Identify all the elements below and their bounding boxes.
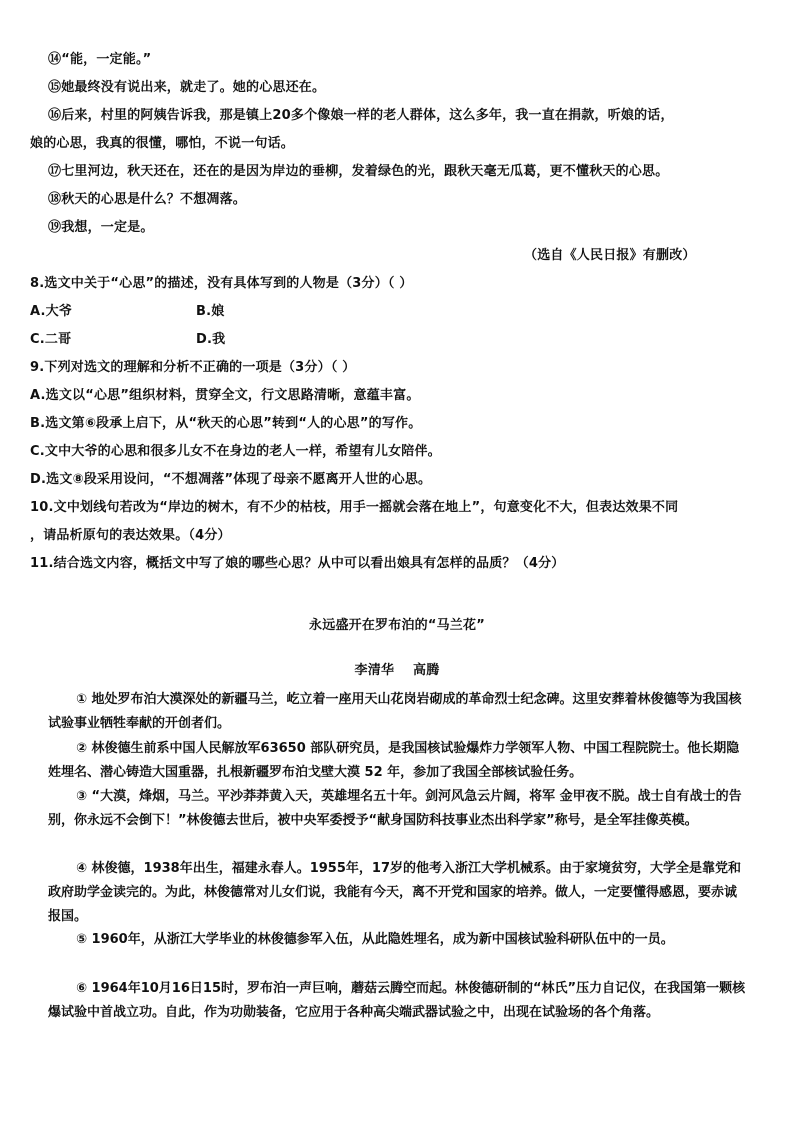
question-8-option-b: B.娘 [196, 304, 225, 319]
article-paragraph-5: ⑤ 1960年，从浙江大学毕业的林俊德参军入伍，从此隐姓埋名，成为新中国核试验科研队伍中的一员。 [76, 932, 674, 947]
article-paragraph-1: ① 地处罗布泊大漠深处的新疆马兰，屹立着一座用天山花岗岩砌成的革命烈士纪念碑。这里安葬着林俊德等为我国核试验事业牺牲奉献的开创者们。 [48, 692, 742, 731]
article-paragraph-4: ④ 林俊德，1938年出生，福建永春人。1955年，17岁的他考入浙江大学机械系。由于家境贫穷，大学全是靠党和政府助学金读完的。为此，林俊德常对儿女们说，我能有今天，离不开党和国家的培养。做人，一定要懂得感恩，要赤诚报国。 [48, 861, 741, 924]
story-paragraph-15: ⑮她最终没有说出来，就走了。她的心思还在。 [48, 80, 326, 95]
question-9-option-c: C.文中大爷的心思和很多儿女不在身边的老人一样，希望有儿女陪伴。 [30, 444, 441, 459]
article-paragraph-6: ⑥ 1964年10月16日15时，罗布泊一声巨响，蘑菇云腾空而起。林俊德研制的“林氏”压力自记仪，在我国第一颗核爆试验中首战立功。自此，作为功勋装备，它应用于各种高尖端武器试验之中，出现在试验场的各个角落。 [48, 981, 746, 1020]
question-9-option-b: B.选文第⑥段承上启下，从“秋天的心思”转到“人的心思”的写作。 [30, 416, 422, 431]
question-9-option-d: D.选文⑧段采用设问，“不想凋落”体现了母亲不愿离开人世的心思。 [30, 472, 432, 487]
question-8-stem: 8.选文中关于“心思”的描述，没有具体写到的人物是（3分）（ ） [30, 276, 413, 291]
question-8-option-c: C.二哥 [30, 332, 72, 347]
source-note: （选自《人民日报》有删改） [524, 248, 696, 263]
question-8-option-a: A.大爷 [30, 304, 73, 319]
question-11: 11.结合选文内容，概括文中写了娘的哪些心思？从中可以看出娘具有怎样的品质？（4分） [30, 556, 565, 571]
question-10-line-1: 10.文中划线句若改为“岸边的树木，有不少的枯枝，用手一摇就会落在地上”，句意变化不大，但表达效果不同 [30, 500, 679, 515]
story-paragraph-19: ⑲我想，一定是。 [48, 220, 154, 235]
article-paragraph-3: ③ “大漠，烽烟，马兰。平沙莽莽黄入天，英雄埋名五十年。剑河风急云片阔，将军 金甲夜不脱。战士自有战士的告别，你永远不会倒下！”林俊德去世后，被中央军委授予“献身国防科技事业杰出科学家”称号，是全军挂像英模。 [48, 789, 742, 828]
story-paragraph-18: ⑱秋天的心思是什么？不想凋落。 [48, 192, 247, 207]
article-authors: 李清华 高腾 [354, 663, 440, 678]
question-8-option-d: D.我 [196, 332, 226, 347]
question-10-line-2: ，请品析原句的表达效果。（4分） [30, 528, 231, 543]
article-paragraph-2: ② 林俊德生前系中国人民解放军63650 部队研究员，是我国核试验爆炸力学领军人物、中国工程院院士。他长期隐姓埋名、潜心铸造大国重器，扎根新疆罗布泊戈壁大漠 52 年，参加了我国全部核试验任务。 [48, 741, 740, 780]
story-paragraph-14: ⑭“能，一定能。” [48, 52, 152, 67]
story-paragraph-16-cont: 娘的心思，我真的很懂，哪怕，不说一句话。 [30, 136, 295, 151]
story-paragraph-16: ⑯后来，村里的阿姨告诉我，那是镇上20多个像娘一样的老人群体，这么多年，我一直在捐款，听娘的话， [48, 108, 674, 123]
article-title: 永远盛开在罗布泊的“马兰花” [309, 618, 485, 633]
story-paragraph-17: ⑰七里河边，秋天还在，还在的是因为岸边的垂柳，发着绿色的光，跟秋天毫无瓜葛，更不懂秋天的心思。 [48, 164, 669, 179]
question-9-option-a: A.选文以“心思”组织材料，贯穿全文，行文思路清晰，意蕴丰富。 [30, 388, 420, 403]
question-9-stem: 9.下列对选文的理解和分析不正确的一项是（3分）（ ） [30, 360, 356, 375]
